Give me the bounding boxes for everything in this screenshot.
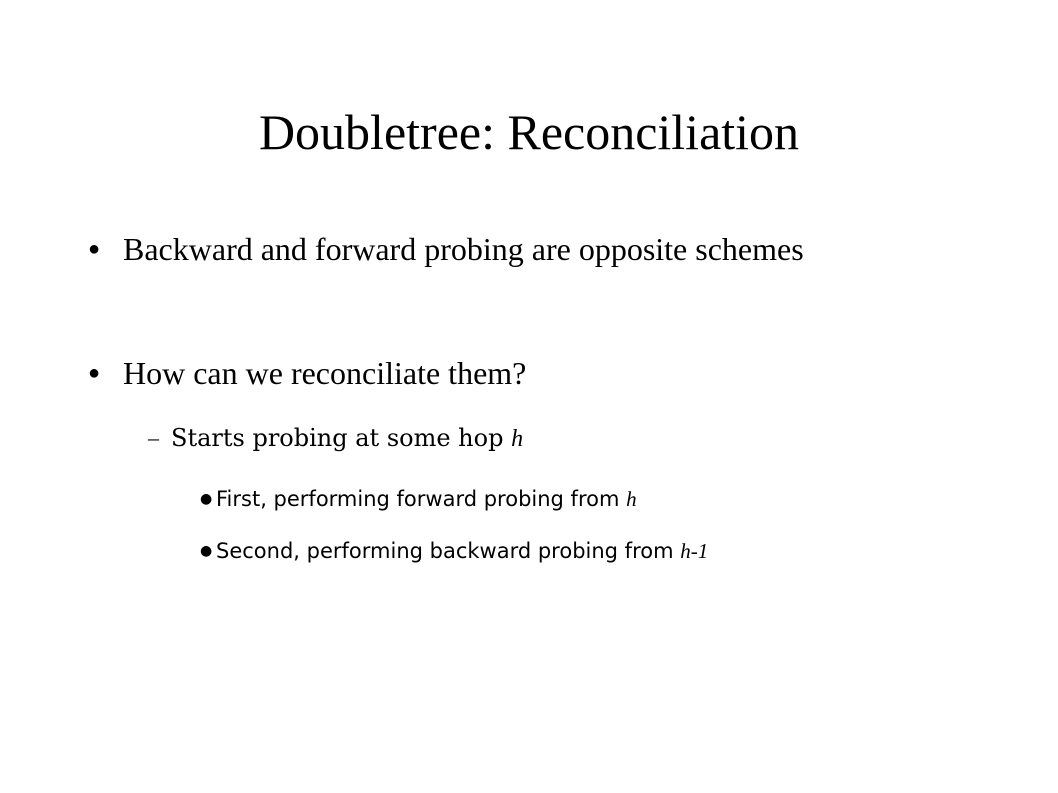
- bullet-text: Backward and forward probing are opposite schemes: [123, 231, 804, 267]
- bullet-icon: ●: [88, 362, 101, 384]
- sub-sub-bullet-text: First, performing forward probing from: [216, 487, 627, 511]
- hop-variable: h: [626, 487, 637, 511]
- hop-variable: h: [511, 426, 524, 452]
- bullet-item: [88, 352, 988, 394]
- sub-sub-bullet-item: [200, 484, 980, 514]
- bullet-icon: ●: [88, 238, 101, 260]
- bullet-text: How can we reconciliate them?: [123, 355, 527, 391]
- dash-icon: –: [148, 425, 159, 450]
- sub-bullet-item: [148, 422, 948, 454]
- hop-variable: h-1: [680, 539, 709, 563]
- bullet-icon: ●: [200, 543, 213, 559]
- slide-title: Doubletree: Reconciliation: [258, 104, 800, 160]
- sub-sub-bullet-text: Second, performing backward probing from: [216, 539, 681, 563]
- bullet-icon: ●: [200, 491, 213, 507]
- sub-sub-bullet-item: [200, 536, 980, 566]
- sub-bullet-text: Starts probing at some hop: [171, 424, 512, 452]
- bullet-item: [88, 228, 988, 312]
